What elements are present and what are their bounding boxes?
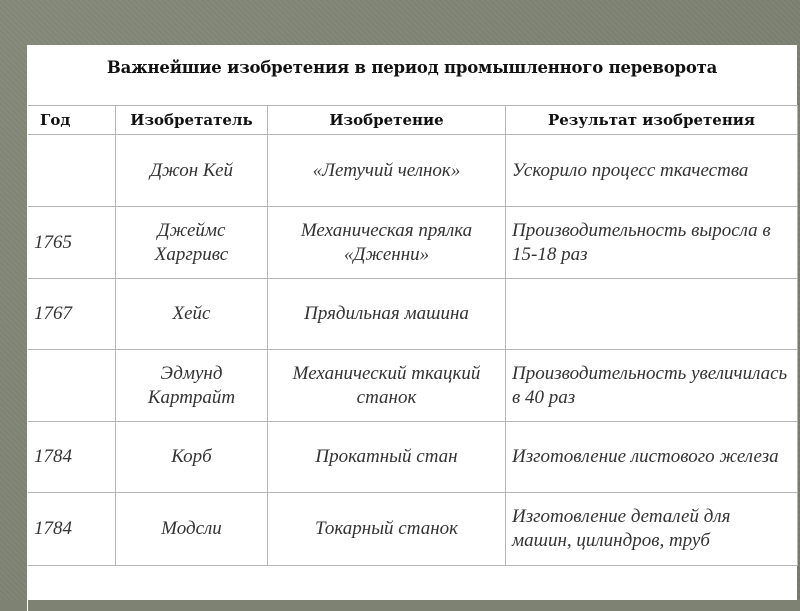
cell-invention: Механическая прялка «Дженни» <box>268 207 506 279</box>
slide-title: Важнейшие изобретения в период промышленного переворота <box>106 58 718 77</box>
cell-invention: «Летучий челнок» <box>268 135 506 207</box>
table-header-row <box>28 106 798 135</box>
cell-invention: Токарный станок <box>268 493 506 566</box>
cell-invention: Прокатный стан <box>268 422 506 493</box>
cell-inventor: Модсли <box>116 493 268 566</box>
header-result: Результат изобретения <box>506 106 798 135</box>
cell-inventor: Хейс <box>116 279 268 350</box>
slide-content <box>27 45 797 600</box>
cell-inventor: Корб <box>116 422 268 493</box>
cell-result: Производительность увеличилась в 40 раз <box>506 350 798 422</box>
cell-result: Производительность выросла в 15-18 раз <box>506 207 798 279</box>
table-left-edge <box>27 105 28 611</box>
table-row <box>28 135 798 207</box>
header-invention: Изобретение <box>268 106 506 135</box>
cell-result <box>506 279 798 350</box>
cell-invention: Прядильная машина <box>268 279 506 350</box>
table-row <box>28 422 798 493</box>
cell-result: Ускорило процесс ткачества <box>506 135 798 207</box>
cell-year <box>28 135 116 207</box>
table-row <box>28 350 798 422</box>
cell-year: 1767 <box>28 279 116 350</box>
cell-year <box>28 350 116 422</box>
cell-inventor: Джеймс Харгривс <box>116 207 268 279</box>
cell-year: 1765 <box>28 207 116 279</box>
header-inventor: Изобретатель <box>116 106 268 135</box>
header-year: Год <box>28 106 116 135</box>
cell-invention: Механический ткацкий станок <box>268 350 506 422</box>
cell-inventor: Эдмунд Картрайт <box>116 350 268 422</box>
inventions-table <box>27 105 798 566</box>
table-row <box>28 207 798 279</box>
cell-result: Изготовление деталей для машин, цилиндров, труб <box>506 493 798 566</box>
cell-result: Изготовление листового железа <box>506 422 798 493</box>
table-row <box>28 279 798 350</box>
cell-year: 1784 <box>28 422 116 493</box>
cell-year: 1784 <box>28 493 116 566</box>
table-row <box>28 493 798 566</box>
cell-inventor: Джон Кей <box>116 135 268 207</box>
